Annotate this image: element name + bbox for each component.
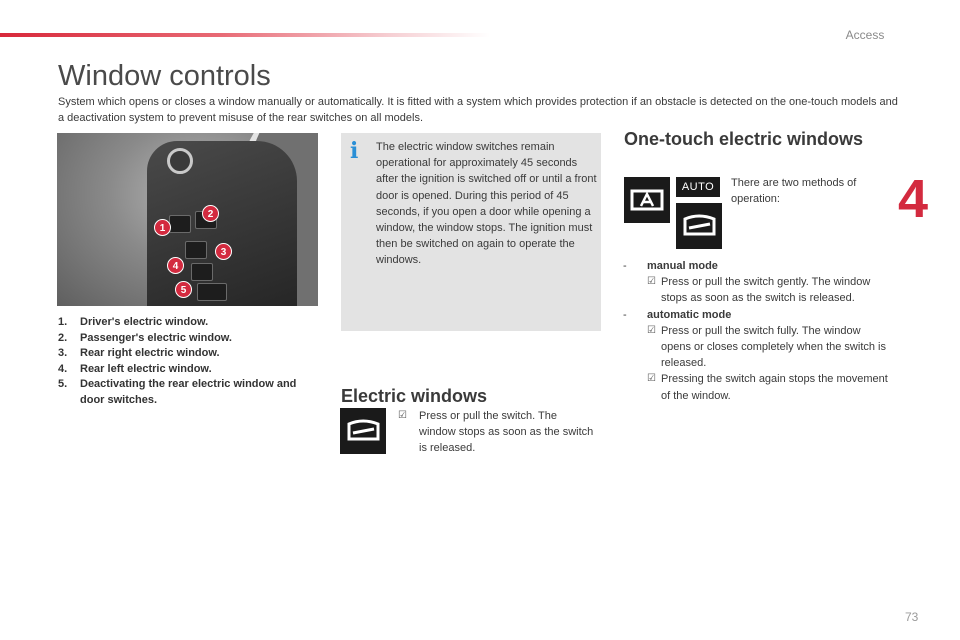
door-switch-panel-photo	[57, 133, 318, 306]
mode-automatic: - automatic mode	[623, 308, 732, 321]
legend-item: 3. Rear right electric window.	[58, 347, 220, 359]
legend-item: 1. Driver's electric window.	[58, 316, 209, 328]
bullet-icon: ☑	[647, 276, 656, 288]
one-touch-intro: There are two methods of operation:	[731, 177, 857, 206]
intro-paragraph: System which opens or closes a window manually or automatically. It is fitted with a system which provides protection if an obstacle is detected on the one-touch models and a deactivation system to prevent misuse of the rear switches on all models.	[58, 96, 898, 124]
callout-2: 2	[202, 205, 219, 222]
section-label: Access	[845, 28, 885, 42]
legend-item: 4. Rear left electric window.	[58, 362, 212, 375]
callout-4: 4	[167, 257, 184, 274]
electric-windows-heading: Electric windows	[341, 386, 488, 406]
switch-driver	[169, 215, 191, 233]
mode-step: ☑ Pressing the switch again stops the movement of the window.	[647, 373, 888, 402]
mode-manual: - manual mode	[623, 260, 718, 272]
bullet-icon: ☑	[398, 410, 407, 421]
bullet-icon: ☑	[647, 324, 656, 336]
auto-badge: AUTO	[676, 177, 720, 197]
one-touch-switch-icon	[624, 177, 670, 223]
info-box	[341, 133, 601, 331]
switch-rear-left	[191, 263, 213, 281]
mode-title: automatic mode	[647, 308, 732, 321]
legend-item: 2. Passenger's electric window.	[58, 331, 232, 344]
mirror-control-knob	[167, 148, 193, 174]
info-text: The electric window switches remain operational for approximately 45 seconds after the ignition is switched off or until a front door is opened. During this period of 45 seconds, if you open a door while opening a window, the window stops. The ignition must then be switched on again to operate the windows.	[376, 141, 597, 267]
legend-item: 5. Deactivating the rear electric window and door switches.	[58, 378, 297, 406]
header-accent-bar	[0, 33, 490, 37]
mode-step: ☑ Press or pull the switch fully. The window opens or closes completely when the switch is released.	[647, 324, 886, 370]
chapter-number: 4	[898, 169, 929, 229]
callout-1: 1	[154, 219, 171, 236]
window-switch-icon	[676, 203, 722, 249]
mode-title: manual mode	[647, 260, 718, 272]
callout-5: 5	[175, 281, 192, 298]
window-switch-icon	[340, 408, 386, 454]
electric-windows-instruction: Press or pull the switch. The window stops as soon as the switch is released.	[419, 410, 594, 455]
switch-rear-right	[185, 241, 207, 259]
operation-modes	[621, 258, 891, 404]
one-touch-heading: One-touch electric windows	[624, 129, 864, 149]
switch-child-lock	[197, 283, 227, 301]
page-number: 73	[905, 610, 919, 624]
mode-step: ☑ Press or pull the switch gently. The window stops as soon as the switch is released.	[647, 276, 871, 305]
page-title: Window controls	[58, 60, 271, 92]
bullet-icon: ☑	[647, 373, 656, 385]
switch-legend	[58, 315, 318, 408]
callout-3: 3	[215, 243, 232, 260]
info-icon: i	[350, 138, 359, 164]
